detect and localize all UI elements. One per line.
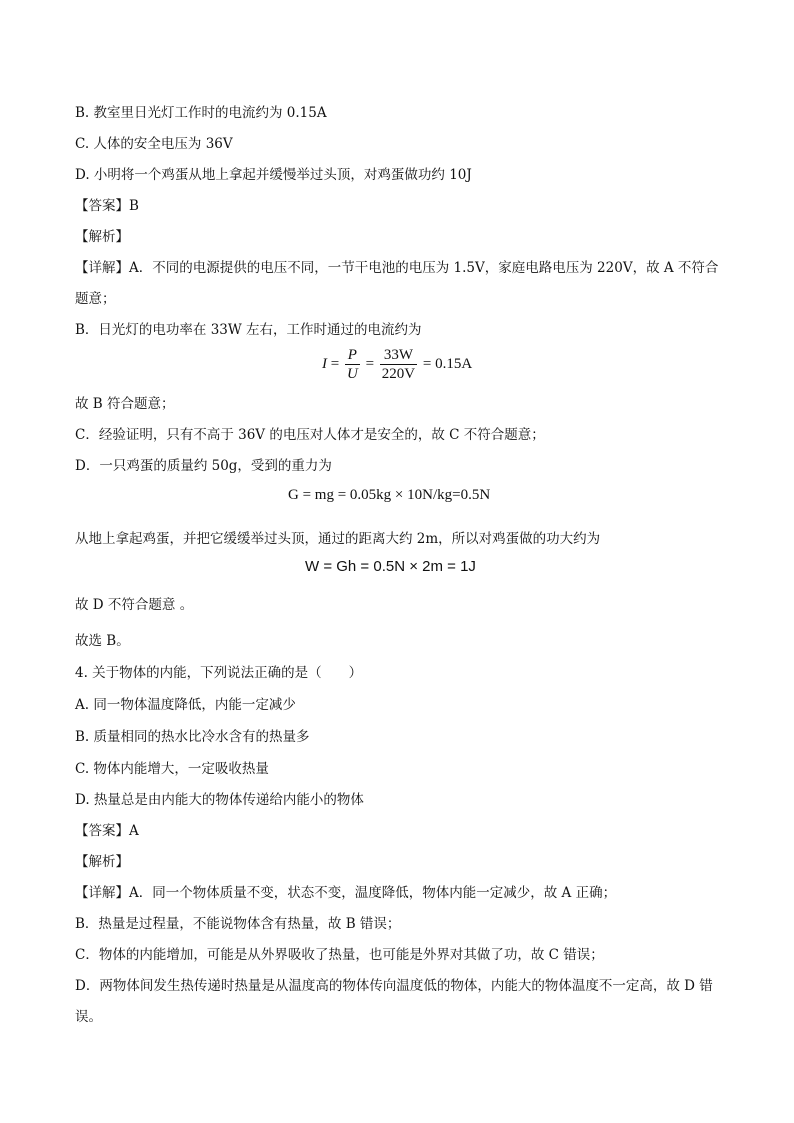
formula-i: I [322, 355, 327, 372]
detail-a-cont: 题意； [75, 291, 116, 307]
fraction-den: 220V [381, 366, 416, 382]
fraction-u: U [346, 366, 358, 382]
detail-a: 【详解】A．不同的电源提供的电压不同，一节干电池的电压为 1.5V，家庭电路电压为 220V，故 A 不符合 [75, 260, 719, 276]
formula-eq2: = [365, 355, 375, 372]
option-d: D. 小明将一个鸡蛋从地上拿起并缓慢举过头顶，对鸡蛋做功约 10J [75, 167, 472, 183]
choose-answer: 故选 B。 [75, 633, 130, 649]
q4-analysis-label: 【解析】 [75, 854, 129, 870]
q4-detail-c: C．物体的内能增加，可能是从外界吸收了热量，也可能是外界对其做了功，故 C 错误； [75, 947, 604, 963]
option-c: C. 人体的安全电压为 36V [75, 136, 233, 152]
q4-detail-b: B．热量是过程量，不能说物体含有热量，故 B 错误； [75, 916, 401, 932]
q4-option-a: A. 同一物体温度降低，内能一定减少 [75, 697, 296, 713]
detail-c: C．经验证明，只有不高于 36V 的电压对人体才是安全的，故 C 不符合题意； [75, 427, 545, 443]
fraction-num: 33W [383, 347, 414, 363]
analysis-label: 【解析】 [75, 229, 129, 245]
fraction-values [380, 346, 417, 383]
q4-option-b: B. 质量相同的热水比冷水含有的热量多 [75, 729, 310, 745]
detail-d-conclusion: 故 D 不符合题意 。 [75, 597, 194, 613]
fraction-p: P [347, 347, 357, 363]
formula-work: W = Gh = 0.5N × 2m = 1J [305, 558, 476, 575]
detail-d: D．一只鸡蛋的质量约 50g，受到的重力为 [75, 458, 332, 474]
q4-detail-d: D．两物体间发生热传递时热量是从温度高的物体传向温度低的物体，内能大的物体温度不一定高，故 D 错 [75, 978, 713, 994]
detail-d-work: 从地上拿起鸡蛋，并把它缓缓举过头顶，通过的距离大约 2m，所以对鸡蛋做的功大约为 [75, 531, 601, 547]
question-4-stem: 4. 关于物体的内能，下列说法正确的是（ ） [75, 665, 363, 681]
option-b: B. 教室里日光灯工作时的电流约为 0.15A [75, 105, 327, 121]
detail-b: B．日光灯的电功率在 33W 左右，工作时通过的电流约为 [75, 322, 422, 338]
q4-detail-a: 【详解】A．同一个物体质量不变，状态不变，温度降低，物体内能一定减少，故 A 正确； [75, 885, 617, 901]
answer-label: 【答案】B [75, 198, 139, 214]
fraction-p-over-u [345, 346, 360, 383]
formula-eq1: = [330, 355, 340, 372]
formula-result: = 0.15A [422, 355, 473, 372]
detail-b-conclusion: 故 B 符合题意； [75, 396, 175, 412]
q4-option-d: D. 热量总是由内能大的物体传递给内能小的物体 [75, 792, 364, 808]
q4-option-c: C. 物体内能增大，一定吸收热量 [75, 761, 269, 777]
q4-answer-label: 【答案】A [75, 823, 139, 839]
formula-current [322, 346, 472, 383]
formula-gravity: G = mg = 0.05kg × 10N/kg=0.5N [288, 487, 491, 503]
q4-detail-d-cont: 误。 [75, 1009, 102, 1025]
